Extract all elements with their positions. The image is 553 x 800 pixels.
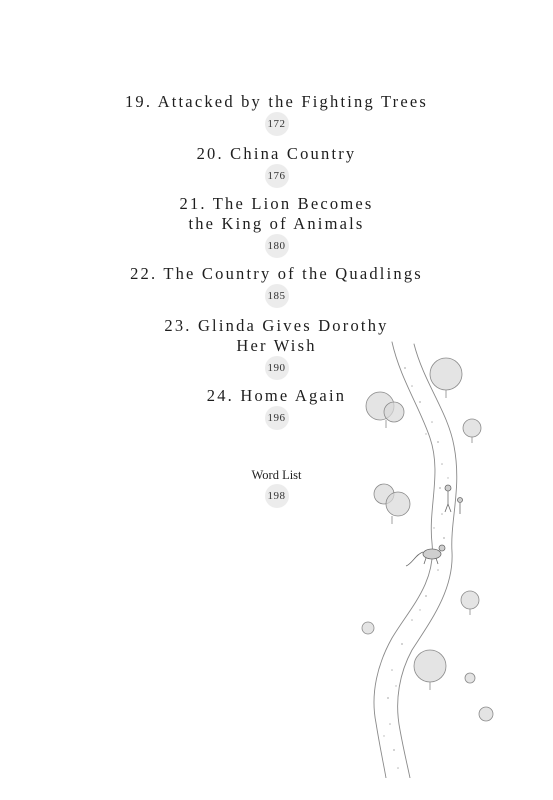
toc-entry-21[interactable] [0,194,553,258]
page-number-badge: 172 [265,112,289,136]
winding-road-with-trees-and-travelers-illustration [350,338,553,778]
page-number-badge: 190 [265,356,289,380]
chapter-title: 19. Attacked by the Fighting Trees [124,92,429,111]
page-number-badge: 185 [265,284,289,308]
page-number-badge: 180 [265,234,289,258]
toc-entry-20[interactable] [0,144,553,188]
chapter-title-line-2: the King of Animals [188,214,365,233]
toc-entry-19[interactable] [0,92,553,136]
chapter-title-line-1: 23. Glinda Gives Dorothy [164,316,389,335]
page-number-badge: 176 [265,164,289,188]
page-number-badge: 198 [265,484,289,508]
chapter-title-line-1: 21. The Lion Becomes [179,194,374,213]
chapter-title: 24. Home Again [206,386,347,405]
chapter-title: 22. The Country of the Quadlings [130,264,423,283]
chapter-title-line-2: Her Wish [236,336,317,355]
chapter-title: 20. China Country [196,144,357,163]
toc-entry-22[interactable] [0,264,553,308]
page-number-badge: 196 [265,406,289,430]
word-list-title: Word List [251,468,302,482]
